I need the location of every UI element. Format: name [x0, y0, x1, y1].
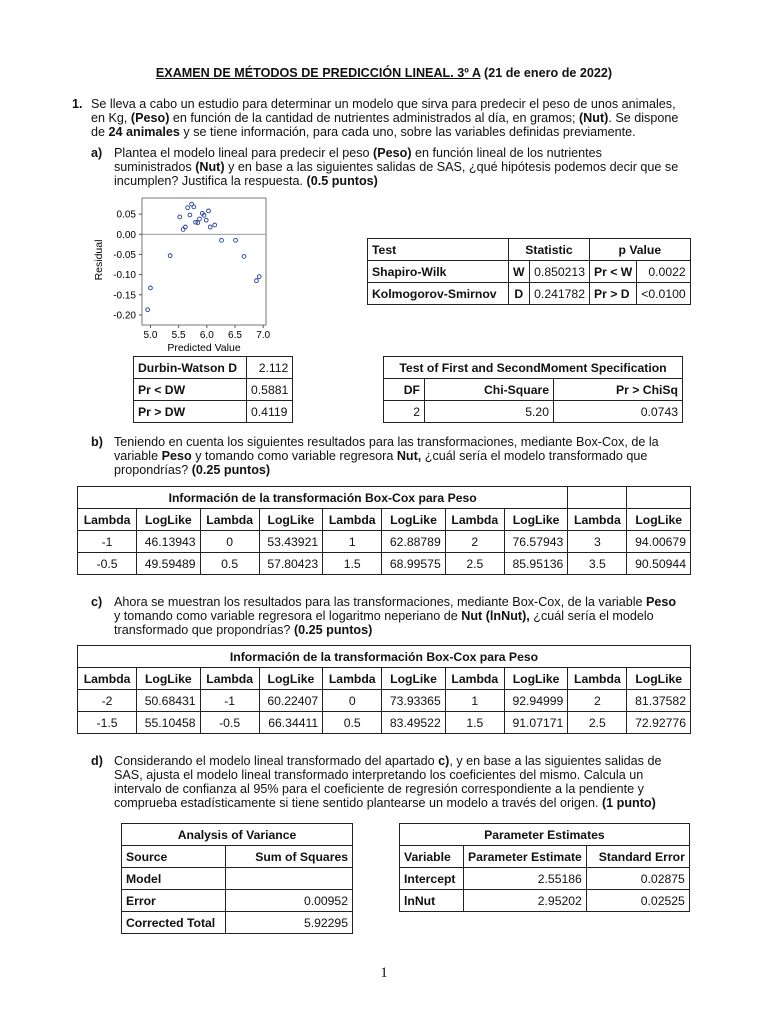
- table-header: p Value: [590, 239, 691, 261]
- table-cell: 62.88789: [382, 531, 445, 553]
- table-cell: 92.94999: [504, 690, 567, 712]
- y-axis-label: Residual: [93, 239, 105, 281]
- table-cell: W: [509, 261, 530, 283]
- specification-test-table: [383, 356, 683, 423]
- table-header: Pr > ChiSq: [554, 379, 683, 401]
- table-cell: [226, 868, 353, 890]
- table-header: LogLike: [137, 668, 200, 690]
- table-header: LogLike: [504, 509, 567, 531]
- table-cell: 49.59489: [137, 553, 200, 575]
- part-c-text: Ahora se muestran los resultados para las transformaciones, mediante Box-Cox, de la variable Peso y tomando como variable regresora el logaritmo neperiano de Nut (lnNut), ¿cuál sería el modelo transformado que propondrías? (0.25 puntos): [114, 595, 677, 637]
- table-cell: 55.10458: [137, 712, 200, 734]
- table-header: Lambda: [568, 668, 627, 690]
- table-cell: 0.0743: [554, 401, 683, 423]
- table-header: Lambda: [200, 509, 259, 531]
- table-header: Variable: [400, 846, 464, 868]
- table-cell: -1: [78, 531, 137, 553]
- table-cell: 90.50944: [627, 553, 691, 575]
- table-header: Test: [368, 239, 509, 261]
- intro-line-2: en Kg, (Peso) en función de la cantidad de nutrientes administrados al día, en gramos; (Nut). Se dispone: [91, 111, 679, 125]
- y-tick-label: -0.10: [113, 270, 136, 282]
- exam-title-date: (21 de enero de 2022): [484, 66, 613, 80]
- table-header: LogLike: [504, 668, 567, 690]
- table-header: LogLike: [627, 668, 691, 690]
- table-cell: Pr > D: [590, 283, 637, 305]
- table-header: DF: [384, 379, 425, 401]
- durbin-watson-table: [133, 356, 293, 423]
- table-cell: Pr < DW: [134, 379, 247, 401]
- table-cell: 2.5: [568, 712, 627, 734]
- exam-title: [0, 66, 768, 80]
- table-header: LogLike: [259, 509, 322, 531]
- table-cell: Model: [122, 868, 226, 890]
- table-cell: 0.5: [323, 712, 382, 734]
- table-cell: Pr > DW: [134, 401, 247, 423]
- table-cell: 1.5: [323, 553, 382, 575]
- table-header: Standard Error: [586, 846, 689, 868]
- part-d-text: Considerando el modelo lineal transformado del apartado c), y en base a las siguientes salidas de SAS, ajusta el modelo lineal transformado interpretando los coeficientes del mismo. Calcula un intervalo de confianza al 95% para el coeficiente de regresión correspondiente a la pendiente y comprueba estadísticamente si tiene sentido plantearse un modelo a través del origen. (1 punto): [114, 754, 662, 810]
- table-cell: 50.68431: [137, 690, 200, 712]
- table-cell: 85.95136: [504, 553, 567, 575]
- table-header: Lambda: [78, 668, 137, 690]
- y-tick-label: 0.05: [116, 209, 136, 221]
- part-b-text: Teniendo en cuenta los siguientes resultados para las transformaciones, mediante Box-Cox, de la variable Peso y tomando como variable regresora Nut, ¿cuál sería el modelo transformado que propondrías? (0.25 puntos): [114, 435, 659, 477]
- table-header: LogLike: [627, 509, 691, 531]
- table-cell: 0.00952: [226, 890, 353, 912]
- table-cell: Error: [122, 890, 226, 912]
- table-cell: -1.5: [78, 712, 137, 734]
- table-cell: 2: [445, 531, 504, 553]
- table-header: Lambda: [78, 509, 137, 531]
- x-tick-label: 6.0: [199, 330, 214, 341]
- table-cell: 76.57943: [504, 531, 567, 553]
- table-cell: -1: [200, 690, 259, 712]
- table-header: Lambda: [445, 509, 504, 531]
- table-cell: 3: [568, 531, 627, 553]
- boxcox-table-peso-nut: [77, 486, 691, 575]
- table-cell: 0.4119: [247, 401, 293, 423]
- table-cell: 72.92776: [627, 712, 691, 734]
- exam-title-main: EXAMEN DE MÉTODOS DE PREDICCIÓN LINEAL. 3º A: [155, 66, 481, 80]
- table-cell: Intercept: [400, 868, 464, 890]
- table-cell: 2.55186: [464, 868, 587, 890]
- table-header: Chi-Square: [425, 379, 554, 401]
- y-tick-label: -0.05: [113, 249, 136, 261]
- table-row: [78, 531, 691, 553]
- table-header: Lambda: [323, 509, 382, 531]
- part-c-label: c): [91, 595, 103, 609]
- table-cell: 53.43921: [259, 531, 322, 553]
- table-cell: D: [509, 283, 530, 305]
- table-cell: 91.07171: [504, 712, 567, 734]
- table-cell: 2: [384, 401, 425, 423]
- table-header: LogLike: [137, 509, 200, 531]
- table-cell: 0.0022: [637, 261, 690, 283]
- table-header: LogLike: [259, 668, 322, 690]
- table-cell: -0.5: [78, 553, 137, 575]
- table-header: Lambda: [323, 668, 382, 690]
- question-intro: [91, 97, 695, 139]
- table-cell: 81.37582: [627, 690, 691, 712]
- table-header: LogLike: [382, 509, 445, 531]
- anova-table: [121, 823, 353, 934]
- table-cell: 0.850213: [529, 261, 589, 283]
- table-cell: 0.02875: [586, 868, 689, 890]
- question-number: 1.: [72, 97, 83, 111]
- boxcox-table-peso-lnnut: [77, 645, 691, 734]
- part-a-text: Plantea el modelo lineal para predecir el peso (Peso) en función lineal de los nutrientes suministrados (Nut) y en base a las siguientes salidas de SAS, ¿qué hipótesis podemos decir que se incumplen? Justifica la respuesta. (0.5 puntos): [114, 146, 679, 188]
- table-cell: 1: [323, 531, 382, 553]
- x-tick-label: 5.0: [143, 330, 158, 341]
- intro-line-3: de 24 animales y se tiene información, para cada uno, sobre las variables definidas previamente.: [91, 125, 636, 139]
- table-cell: 0.241782: [529, 283, 589, 305]
- x-tick-label: 5.5: [171, 330, 186, 341]
- x-axis-label: Predicted Value: [167, 342, 241, 354]
- table-title: Información de la transformación Box-Cox para Peso: [78, 487, 568, 509]
- table-cell: -0.5: [200, 712, 259, 734]
- page-number: 1: [380, 965, 388, 981]
- table-title: Analysis of Variance: [122, 824, 353, 846]
- table-header: Lambda: [445, 668, 504, 690]
- table-header: Source: [122, 846, 226, 868]
- table-cell: 2: [568, 690, 627, 712]
- table-cell: 94.00679: [627, 531, 691, 553]
- table-cell: 60.22407: [259, 690, 322, 712]
- table-cell: 3.5: [568, 553, 627, 575]
- table-cell: Corrected Total: [122, 912, 226, 934]
- part-b-label: b): [91, 435, 103, 449]
- y-tick-label: -0.20: [113, 310, 136, 322]
- table-title: Test of First and SecondMoment Specification: [384, 357, 683, 379]
- table-cell: 0: [200, 531, 259, 553]
- table-cell: 46.13943: [137, 531, 200, 553]
- table-cell: 5.20: [425, 401, 554, 423]
- table-cell: 2.95202: [464, 890, 587, 912]
- table-cell: 83.49522: [382, 712, 445, 734]
- table-cell: 0: [323, 690, 382, 712]
- table-cell: 0.02525: [586, 890, 689, 912]
- table-header: Sum of Squares: [226, 846, 353, 868]
- normality-tests-table: [367, 238, 691, 305]
- x-tick-label: 6.5: [228, 330, 242, 341]
- table-title: Información de la transformación Box-Cox para Peso: [78, 646, 691, 668]
- x-tick-label: 7.0: [256, 330, 271, 341]
- table-cell: 0.5881: [247, 379, 293, 401]
- table-cell: 1: [445, 690, 504, 712]
- table-cell: 66.34411: [259, 712, 322, 734]
- table-cell: 1.5: [445, 712, 504, 734]
- part-a-label: a): [91, 146, 103, 160]
- table-cell: 73.93365: [382, 690, 445, 712]
- table-header: LogLike: [382, 668, 445, 690]
- table-cell: 68.99575: [382, 553, 445, 575]
- table-row: [78, 712, 691, 734]
- y-tick-label: 0.00: [116, 229, 136, 241]
- table-cell: 2.112: [247, 357, 293, 379]
- table-cell: Kolmogorov-Smirnov: [368, 283, 509, 305]
- intro-line-1: Se lleva a cabo un estudio para determinar un modelo que sirva para predecir el peso de unos animales,: [91, 97, 676, 111]
- table-row: [78, 690, 691, 712]
- table-cell: Shapiro-Wilk: [368, 261, 509, 283]
- table-row: [78, 553, 691, 575]
- table-cell: lnNut: [400, 890, 464, 912]
- table-cell: Pr < W: [590, 261, 637, 283]
- table-cell: 0.5: [200, 553, 259, 575]
- table-cell: Durbin-Watson D: [134, 357, 247, 379]
- part-d-label: d): [91, 754, 103, 768]
- parameter-estimates-table: [399, 823, 690, 912]
- table-cell: 5.92295: [226, 912, 353, 934]
- table-cell: 57.80423: [259, 553, 322, 575]
- table-header: Parameter Estimate: [464, 846, 587, 868]
- table-header: Statistic: [509, 239, 590, 261]
- y-tick-label: -0.15: [113, 290, 136, 302]
- table-cell: 2.5: [445, 553, 504, 575]
- table-title: Parameter Estimates: [400, 824, 690, 846]
- table-cell: <0.0100: [637, 283, 690, 305]
- residual-plot: [88, 190, 278, 355]
- table-header: Lambda: [568, 509, 627, 531]
- table-header: Lambda: [200, 668, 259, 690]
- table-cell: -2: [78, 690, 137, 712]
